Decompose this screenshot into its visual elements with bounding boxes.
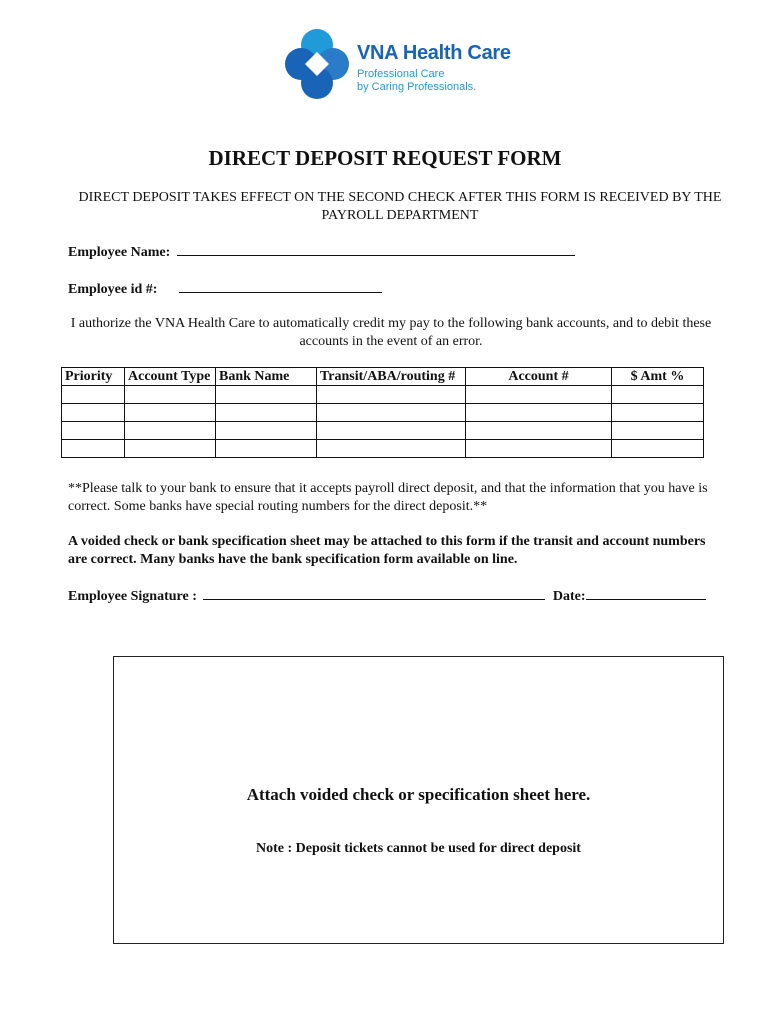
header-priority: Priority (62, 368, 125, 386)
table-cell[interactable] (216, 404, 317, 422)
header-bank-name: Bank Name (216, 368, 317, 386)
form-title: DIRECT DEPOSIT REQUEST FORM (208, 146, 562, 170)
employee-id-field[interactable] (179, 280, 382, 293)
date-field[interactable] (586, 587, 706, 600)
table-cell[interactable] (466, 386, 612, 404)
table-cell[interactable] (612, 386, 704, 404)
table-cell[interactable] (466, 440, 612, 458)
vna-logo-icon (283, 28, 349, 100)
table-cell[interactable] (612, 440, 704, 458)
employee-id-label: Employee id #: (68, 282, 158, 297)
signature-row (68, 587, 706, 605)
header-account-number: Account # (466, 368, 612, 386)
header-amount-percent: $ Amt % (612, 368, 704, 386)
table-header-row (62, 368, 704, 386)
date-label: Date: (552, 589, 586, 604)
table-cell[interactable] (216, 422, 317, 440)
form-subtitle: DIRECT DEPOSIT TAKES EFFECT ON THE SECOND CHECK AFTER THIS FORM IS RECEIVED BY THE PAYROLL DEPARTMENT (78, 190, 722, 223)
attach-check-box (113, 656, 724, 944)
employee-name-row (68, 243, 575, 261)
table-row (62, 404, 704, 422)
employee-name-field[interactable] (177, 243, 575, 256)
table-row (62, 386, 704, 404)
table-cell[interactable] (466, 422, 612, 440)
table-cell[interactable] (62, 422, 125, 440)
voided-check-note: A voided check or bank specification sheet may be attached to this form if the transit and account numbers are correct. Many banks have the bank specification form available on line. (68, 534, 706, 567)
vna-logo (283, 28, 523, 108)
header-account-type: Account Type (125, 368, 216, 386)
employee-id-row (68, 280, 382, 298)
table-cell[interactable] (62, 386, 125, 404)
table-cell[interactable] (125, 440, 216, 458)
table-cell[interactable] (317, 386, 466, 404)
bank-accounts-table (61, 367, 704, 458)
table-row (62, 440, 704, 458)
table-row (62, 422, 704, 440)
table-cell[interactable] (216, 386, 317, 404)
logo-tagline-1: Professional Care (357, 68, 445, 80)
table-cell[interactable] (317, 422, 466, 440)
table-cell[interactable] (125, 422, 216, 440)
table-cell[interactable] (317, 404, 466, 422)
table-cell[interactable] (62, 440, 125, 458)
header-routing-number: Transit/ABA/routing # (317, 368, 466, 386)
signature-label: Employee Signature : (68, 589, 197, 604)
employee-name-label: Employee Name: (68, 245, 171, 260)
table-cell[interactable] (216, 440, 317, 458)
table-cell[interactable] (125, 386, 216, 404)
table-cell[interactable] (317, 440, 466, 458)
attach-box-title: Attach voided check or specification sheet here. (246, 785, 591, 804)
table-cell[interactable] (125, 404, 216, 422)
table-cell[interactable] (62, 404, 125, 422)
signature-field[interactable] (203, 587, 545, 600)
table-cell[interactable] (612, 404, 704, 422)
attach-box-note: Note : Deposit tickets cannot be used for direct deposit (256, 841, 581, 856)
table-cell[interactable] (466, 404, 612, 422)
logo-tagline-2: by Caring Professionals. (357, 81, 477, 93)
table-cell[interactable] (612, 422, 704, 440)
authorization-text: I authorize the VNA Health Care to automatically credit my pay to the following bank accounts, and to debit these accounts in the event of an error. (70, 316, 712, 349)
logo-name: VNA Health Care (357, 42, 511, 64)
bank-note: **Please talk to your bank to ensure that it accepts payroll direct deposit, and that the information that you have is correct. Some banks have special routing numbers for the direct deposit.** (68, 481, 708, 514)
